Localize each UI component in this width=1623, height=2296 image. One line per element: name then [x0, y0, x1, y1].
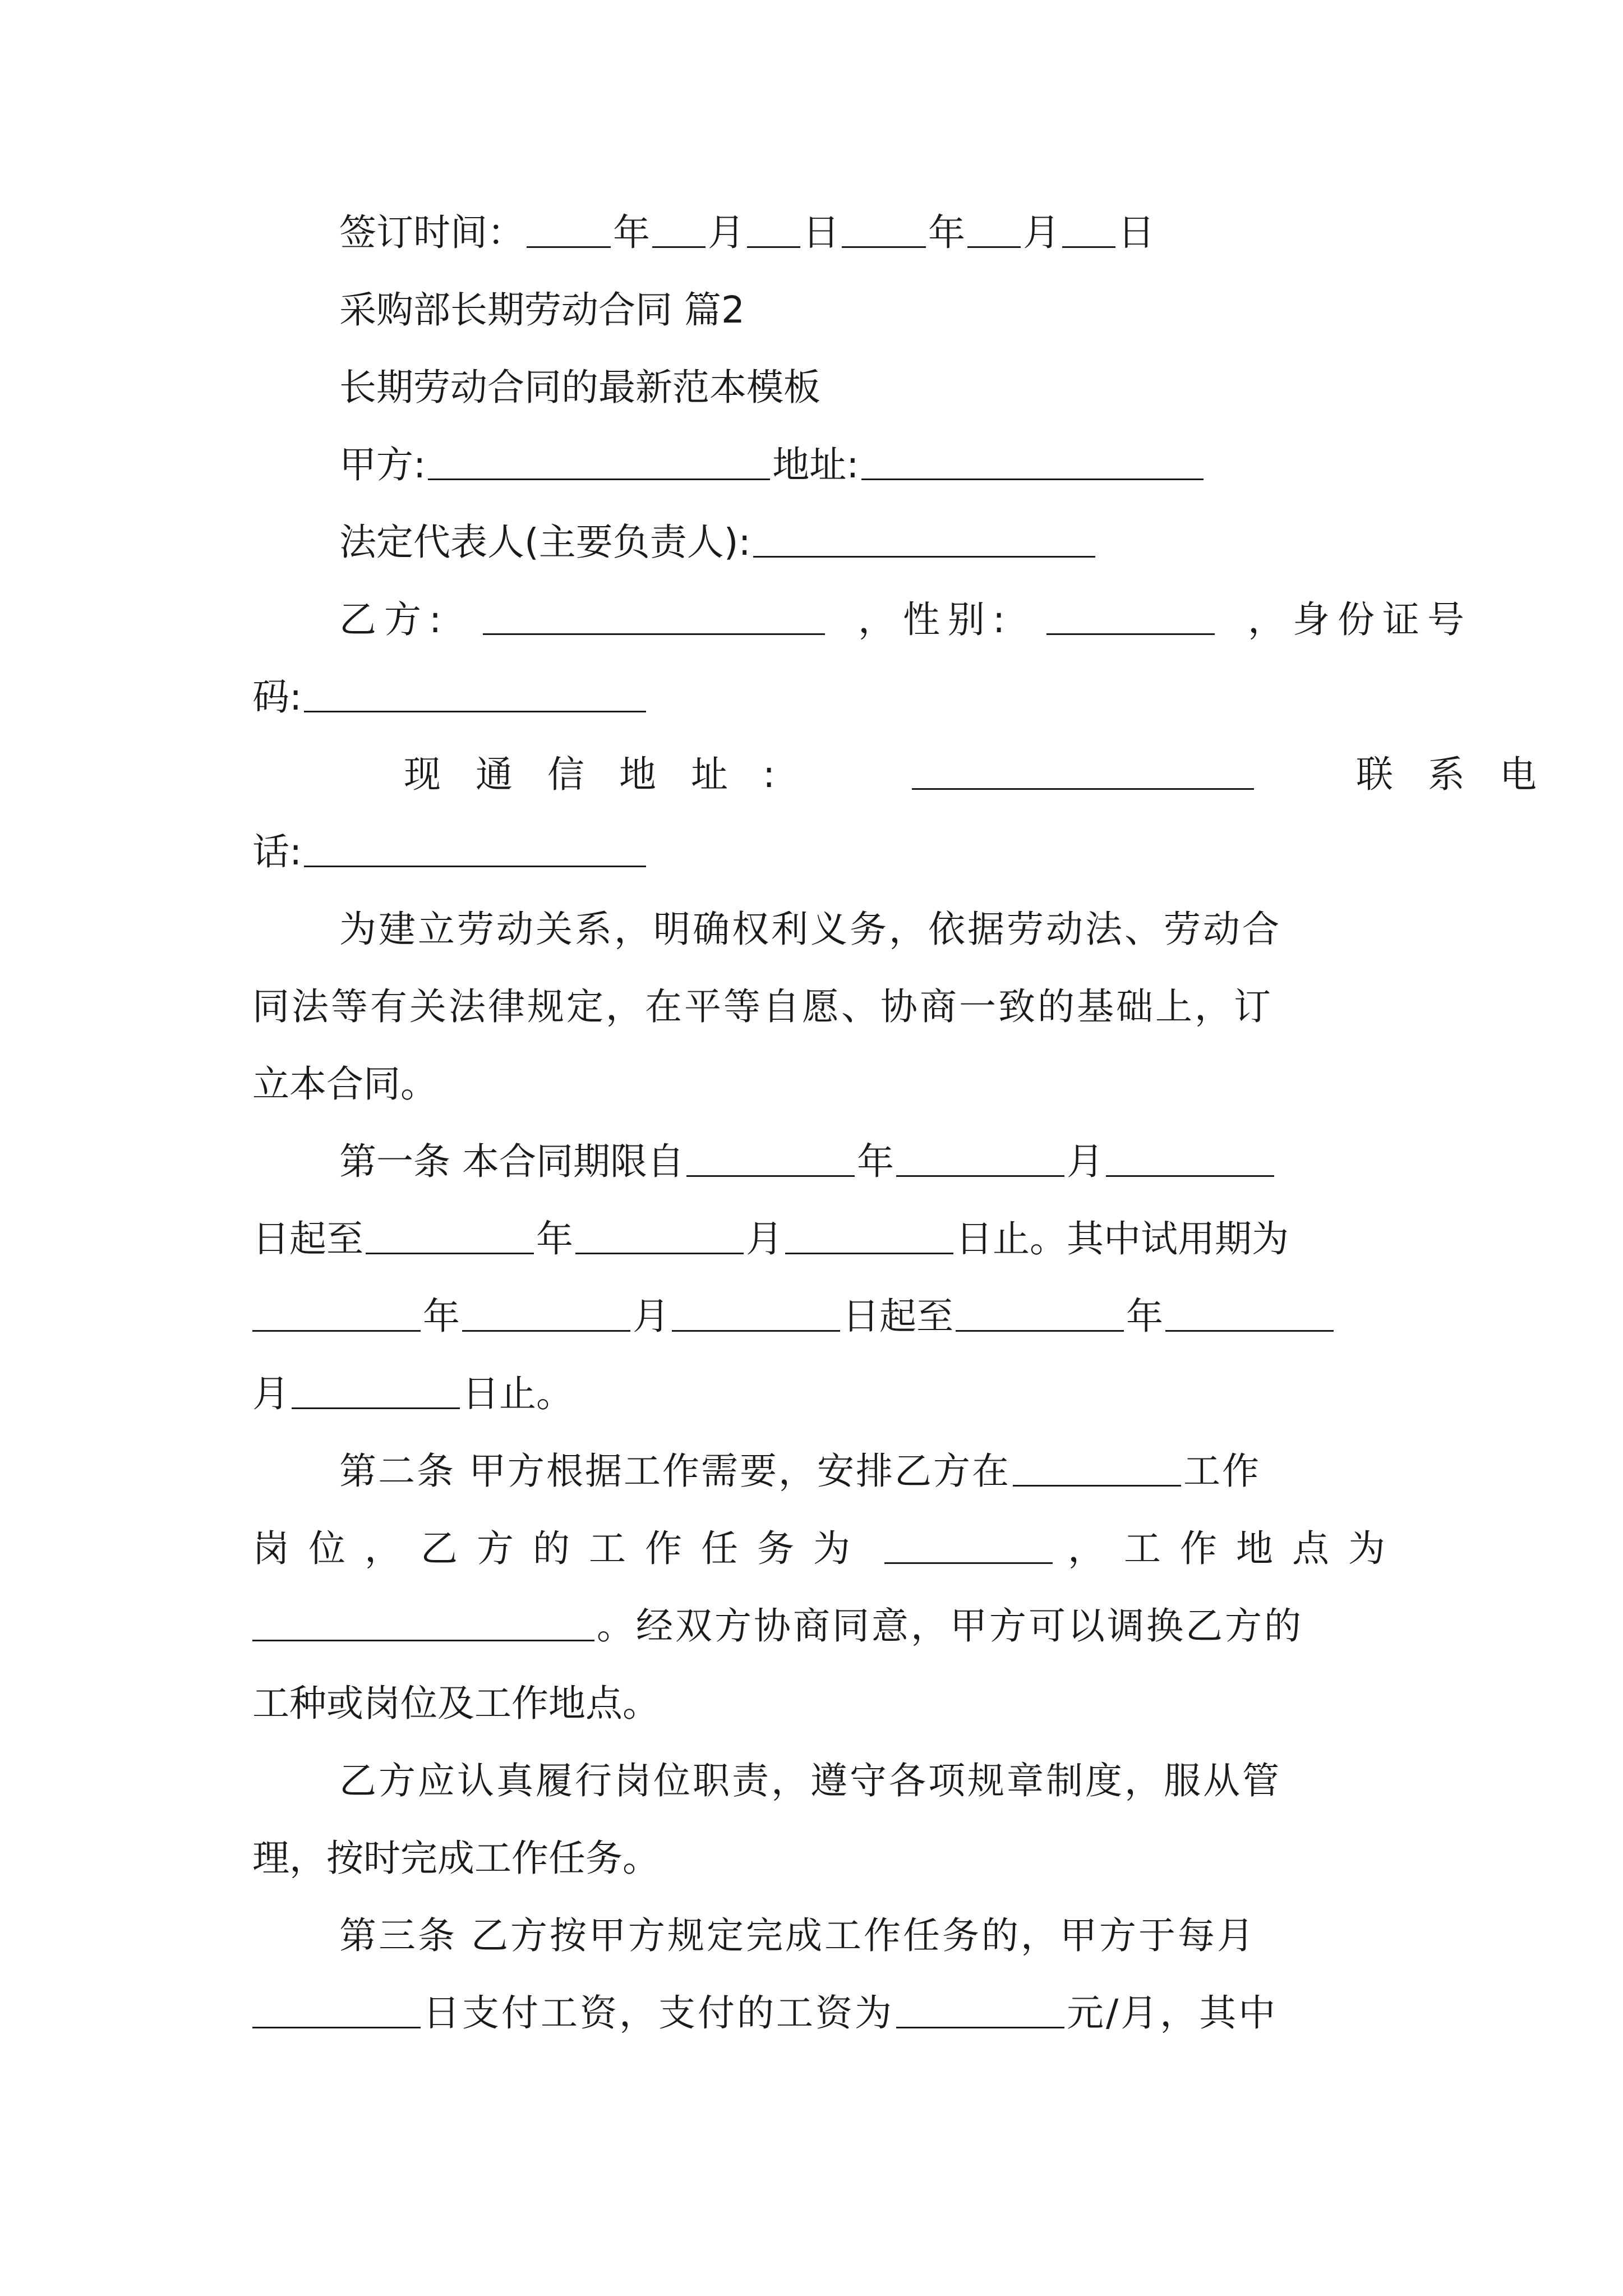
day-label: 日 [803, 211, 840, 254]
article-1-text: 日起至 [842, 1295, 953, 1338]
year-label: 年 [928, 211, 965, 254]
gender-label: ，性别: [858, 598, 1013, 641]
duty-text: 乙方应认真履行岗位职责，遵守各项规章制度，服从管 [339, 1759, 1281, 1802]
contact-phone-label-cont: 话: [252, 830, 302, 873]
party-b-label: 乙方: [339, 598, 450, 641]
party-b-field[interactable] [483, 601, 825, 635]
blank-field[interactable] [1165, 1297, 1334, 1332]
document-subtitle [252, 348, 1472, 427]
article-2-text: 工种或岗位及工作地点。 [252, 1682, 660, 1725]
address-label: 地址: [772, 443, 859, 486]
article-3-text: 日支付工资，支付的工资为 [423, 1991, 894, 2035]
article-2-line [252, 1510, 1404, 1588]
intro-text: 同法等有关法律规定，在平等自愿、协商一致的基础上，订 [252, 985, 1273, 1028]
article-2-line [252, 1432, 1472, 1511]
intro-text: 为建立劳动关系，明确权利义务，依据劳动法、劳动合 [339, 908, 1281, 951]
blank-field[interactable] [686, 1143, 855, 1177]
month-label: 月 [746, 1217, 783, 1260]
day-label: 日 [1118, 211, 1155, 254]
blank-field[interactable] [252, 1297, 421, 1332]
article-2-text: ，工作地点为 [1068, 1527, 1404, 1570]
signing-time-label: 签订时间： [339, 211, 524, 254]
current-address-field[interactable] [912, 756, 1254, 790]
year-label: 年 [1126, 1295, 1163, 1338]
article-1-line [252, 1122, 1472, 1201]
blank-field[interactable] [884, 1530, 1053, 1564]
blank-field[interactable] [785, 1220, 953, 1254]
article-2-text: 第二条 甲方根据工作需要，安排乙方在 [339, 1450, 1011, 1493]
duty-line [252, 1742, 1472, 1820]
month-label: 月 [1066, 1140, 1104, 1183]
legal-rep-label: 法定代表人(主要负责人): [339, 521, 751, 564]
article-1-line [252, 1277, 1385, 1356]
paragraph-line [252, 1045, 1385, 1124]
article-2-text: 工作 [1183, 1450, 1261, 1493]
year-label: 年 [536, 1217, 573, 1260]
phone-line [252, 813, 1385, 891]
blank-field[interactable] [896, 1994, 1064, 2028]
month-label: 月 [633, 1295, 670, 1338]
blank-field[interactable] [252, 1607, 594, 1641]
article-3-line [252, 1897, 1472, 1975]
article-1-text: 第一条 本合同期限自 [339, 1140, 684, 1183]
blank-field[interactable] [672, 1297, 840, 1332]
article-1-line [252, 1355, 1385, 1433]
gender-field[interactable] [1046, 601, 1215, 635]
blank-field[interactable] [1062, 214, 1115, 248]
article-2-line [252, 1664, 1385, 1743]
legal-rep-field[interactable] [753, 523, 1095, 558]
article-2-text: 。经双方协商同意，甲方可以调换乙方的 [597, 1604, 1303, 1648]
article-1-text: 日起至 [252, 1217, 363, 1260]
paragraph-line [252, 968, 1385, 1046]
party-a-line [252, 426, 1472, 504]
id-number-label: ，身份证号 [1248, 598, 1472, 641]
blank-field[interactable] [462, 1297, 630, 1332]
contact-phone-field[interactable] [304, 833, 646, 867]
party-a-field[interactable] [428, 446, 770, 480]
blank-field[interactable] [252, 1994, 421, 2028]
title-text: 采购部长期劳动合同 篇2 [339, 288, 745, 332]
article-2-text: 岗位，乙方的工作任务为 [252, 1527, 869, 1570]
year-label: 年 [423, 1295, 460, 1338]
address-phone-line [252, 735, 1571, 814]
article-2-line [252, 1587, 1385, 1665]
blank-field[interactable] [575, 1220, 744, 1254]
signing-time-line [252, 194, 1472, 272]
year-label: 年 [613, 211, 650, 254]
month-label: 月 [252, 1372, 289, 1415]
id-number-line [252, 658, 1385, 737]
duty-line [252, 1819, 1385, 1898]
blank-field[interactable] [1106, 1143, 1274, 1177]
article-3-line [252, 1974, 1385, 2053]
blank-field[interactable] [967, 214, 1021, 248]
month-label: 月 [708, 211, 745, 254]
duty-text: 理，按时完成工作任务。 [252, 1837, 660, 1880]
id-number-field[interactable] [304, 678, 646, 712]
blank-field[interactable] [842, 214, 926, 248]
blank-field[interactable] [652, 214, 706, 248]
article-3-text: 第三条 乙方按甲方规定完成工作任务的，甲方于每月 [339, 1914, 1256, 1957]
article-3-text: 元/月，其中 [1067, 1991, 1278, 2035]
address-field[interactable] [861, 446, 1204, 480]
blank-field[interactable] [1013, 1452, 1181, 1487]
contact-phone-label: 联系电 [1356, 753, 1571, 796]
party-b-line [252, 581, 1472, 659]
blank-field[interactable] [956, 1297, 1124, 1332]
blank-field[interactable] [896, 1143, 1064, 1177]
paragraph-line [252, 890, 1472, 969]
current-address-label: 现通信地址: [404, 753, 810, 796]
month-label: 月 [1023, 211, 1060, 254]
year-label: 年 [856, 1140, 894, 1183]
intro-text: 立本合同。 [252, 1062, 437, 1106]
party-a-label: 甲方: [339, 443, 426, 486]
article-1-line [252, 1200, 1385, 1278]
article-1-text: 日止。其中试用期为 [956, 1217, 1289, 1260]
blank-field[interactable] [527, 214, 611, 248]
document-title [252, 271, 1472, 349]
blank-field[interactable] [292, 1375, 460, 1409]
id-number-label-cont: 码: [252, 675, 302, 719]
legal-rep-line [252, 503, 1472, 582]
subtitle-text: 长期劳动合同的最新范本模板 [339, 366, 820, 409]
blank-field[interactable] [366, 1220, 534, 1254]
article-1-text: 日止。 [462, 1372, 573, 1415]
blank-field[interactable] [747, 214, 800, 248]
